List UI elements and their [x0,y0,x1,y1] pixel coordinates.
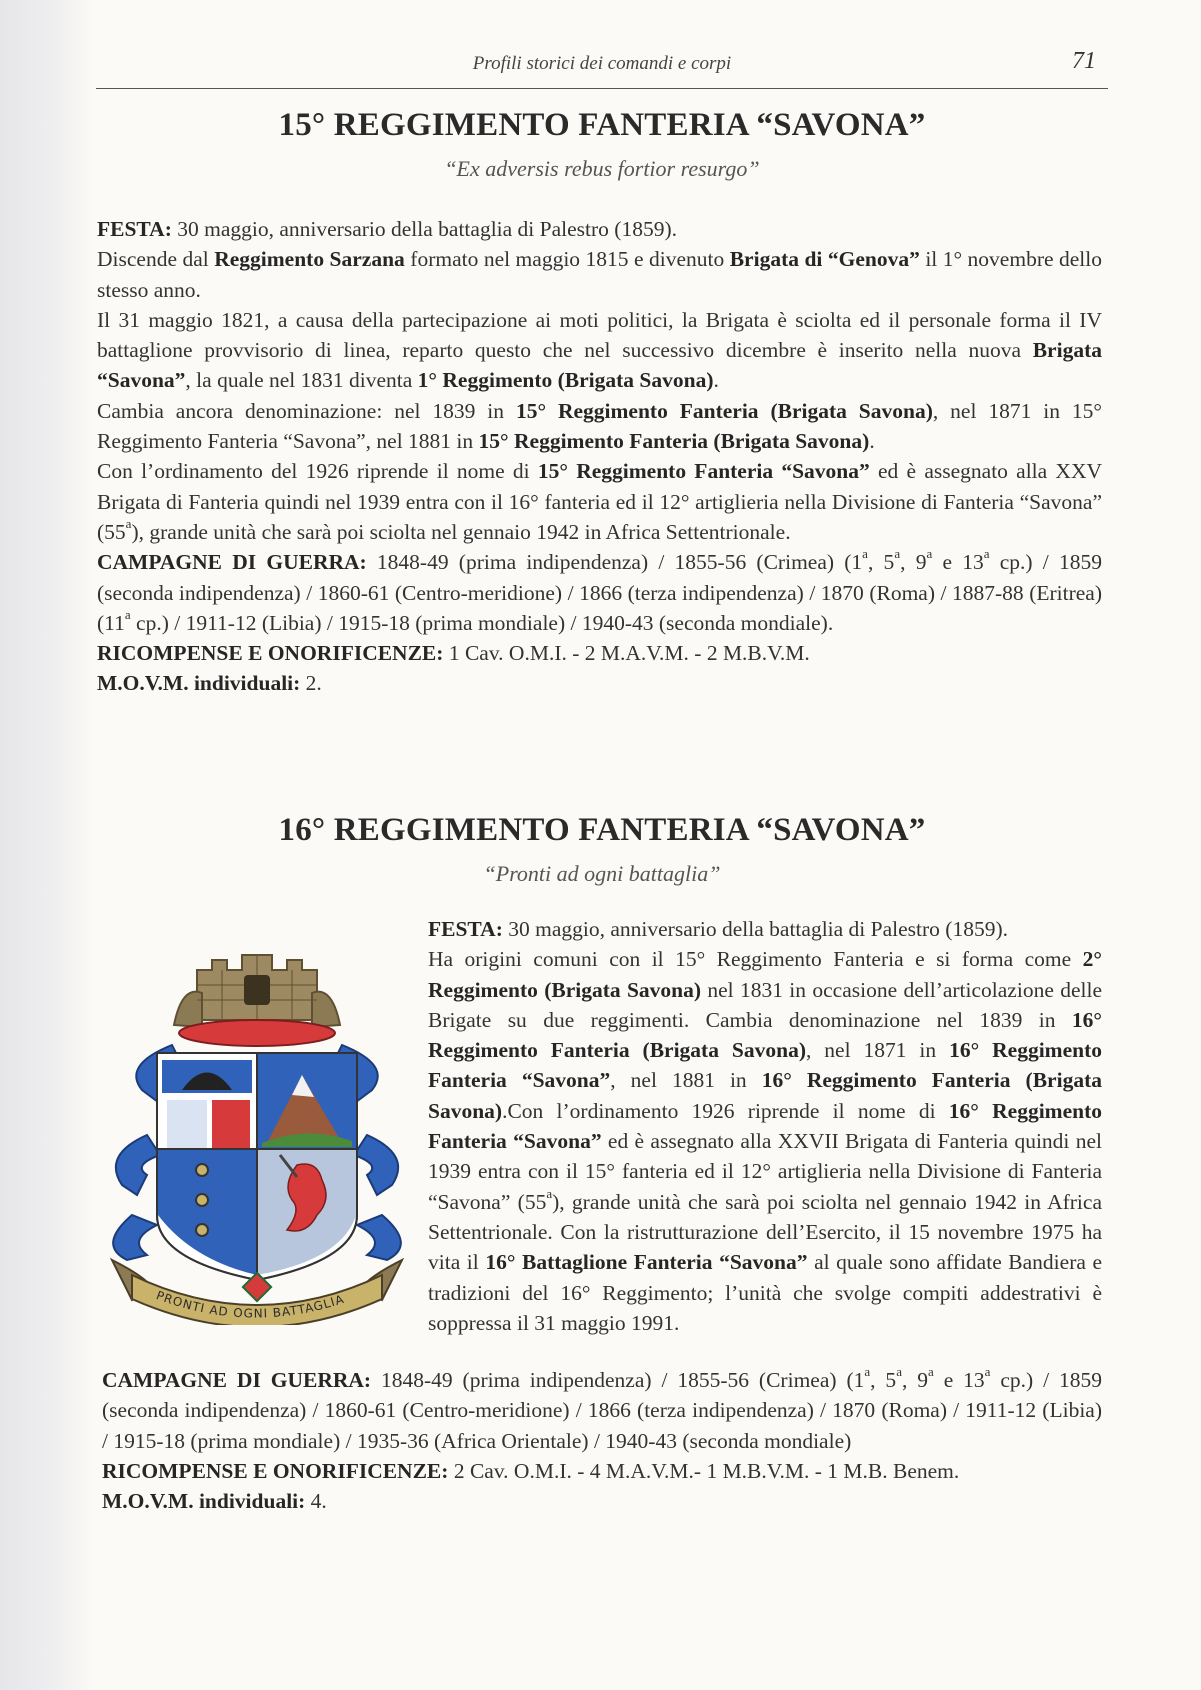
crest-ribbon-text: PRONTI AD OGNI BATTAGLIA [154,1288,347,1321]
history-paragraph-16: Ha origini comuni con il 15° Reggimento Fanteria e si forma come 2° Reggimento (Brigata Savona) nel 1831 in occasione dell’articolazione delle Brigate su due reggimenti. Cambia denominazione nel 1839 in 16° Reggimento Fanteria (Brigata Savona), nel 1871 in 16° Reggimento Fanteria “Savona”, nel 1881 in 16° Reggimento Fanteria (Brigata Savona).Con l’ordinamento 1926 riprende il nome di 16° Reggimento Fanteria “Savona” ed è assegnato alla XXVII Brigata di Fanteria quindi nel 1939 entra con il 15° fanteria ed il 12° artiglieria nella Divisione di Fanteria “Savona” (55$^a$), grande unità che sarà poi sciolta nel gennaio 1942 in Africa Settentrionale. Con la ristrutturazione dell’Esercito, il 15 novembre 1975 ha vita il 16° Battaglione Fanteria “Savona” al quale sono affidate Bandiera e tradizioni del 16° Reggimento; l’unità che svolge compiti addestrativi è soppressa il 31 maggio 1991. [428,947,1103,1335]
origin-paragraph: Discende dal Reggimento Sarzana formato nel maggio 1815 e divenuto Brigata di “Genova” il 1° novembre dello stesso anno. [97,247,1102,302]
shield-icon [157,1053,357,1280]
campagne-label: CAMPAGNE DI GUERRA: [97,550,367,575]
regiment-16-coat-of-arms [102,915,412,1325]
regiment-15-body [97,214,1102,699]
running-head: Profili storici dei comandi e corpi [472,53,732,74]
denomination-paragraph: Cambia ancora denominazione: nel 1839 in 15° Reggimento Fanteria (Brigata Savona), nel 1871 in 15° Reggimento Fanteria “Savona”, nel 1881 in 15° Reggimento Fanteria (Brigata Savona). [97,398,1102,454]
campagne-paragraph-16: CAMPAGNE DI GUERRA: 1848-49 (prima indipendenza) / 1855-56 (Crimea) (1$^a$, 5$^a$, 9$^a$ e 13$^a$ cp.) / 1859 (seconda indipendenza) / 1860-61 (Centro-meridione) / 1866 (terza indipendenza) / 1870 (Roma) / 1911-12 (Libia) / 1915-18 (prima mondiale) / 1935-36 (Africa Orientale) / 1940-43 (seconda mondiale) [102,1364,1102,1453]
regiment-15-title: 15° REGGIMENTO FANTERIA “SAVONA” [278,107,926,143]
festa-line-16: FESTA: 30 maggio, anniversario della battaglia di Palestro (1859). [428,917,1008,941]
regiment-16-motto: “Pronti ad ogni battaglia” [483,861,721,886]
campagne-paragraph: CAMPAGNE DI GUERRA: 1848-49 (prima indipendenza) / 1855-56 (Crimea) (1$^a$, 5$^a$, 9$^a$ e 13$^a$ cp.) / 1859 (seconda indipendenza) / 1860-61 (Centro-meridione) / 1866 (terza indipendenza) / 1870 (Roma) / 1887-88 (Eritrea) (11$^a$ cp.) / 1911-12 (Libia) / 1915-18 (prima mondiale) / 1940-43 (seconda mondiale). [97,546,1102,635]
movm-line: M.O.V.M. individuali: 2. [97,671,322,696]
festa-line: FESTA: 30 maggio, anniversario della battaglia di Palestro (1859). [97,217,677,241]
festa-label: FESTA: [97,217,172,241]
movm-line-16: M.O.V.M. individuali: 4. [102,1489,327,1514]
history-paragraph: Il 31 maggio 1821, a causa della partecipazione ai moti politici, la Brigata è sciolta ed il personale forma il IV battaglione provvisorio di linea, reparto questo che nel successivo dicembre è inserito nella nuova Brigata “Savona”, la quale nel 1831 diventa 1° Reggimento (Brigata Savona). [97,307,1102,393]
regiment-16-title: 16° REGGIMENTO FANTERIA “SAVONA” [278,812,926,848]
ricompense-line-16: RICOMPENSE E ONORIFICENZE: 2 Cav. O.M.I. - 4 M.A.V.M.- 1 M.B.V.M. - 1 M.B. Benem. [102,1458,960,1483]
regiment-16-footer [102,1365,1102,1516]
ricompense-line: RICOMPENSE E ONORIFICENZE: 1 Cav. O.M.I. - 2 M.A.V.M. - 2 M.B.V.M. [97,641,810,666]
ordinamento-paragraph: Con l’ordinamento del 1926 riprende il nome di 15° Reggimento Fanteria “Savona” ed è assegnato alla XXV Brigata di Fanteria quindi nel 1939 entra con il 16° fanteria ed il 12° artiglieria nella Divisione di Fanteria “Savona” (55$^a$), grande unità che sarà poi sciolta nel gennaio 1942 in Africa Settentrionale. [97,459,1102,544]
book-gutter-shadow [0,0,92,1690]
regiment-15-motto: “Ex adversis rebus fortior resurgo” [444,156,760,181]
page-number: 71 [1072,48,1096,74]
turreted-crown-icon [174,955,340,1046]
regiment-16-body [428,914,1102,1338]
header-rule [96,88,1108,89]
